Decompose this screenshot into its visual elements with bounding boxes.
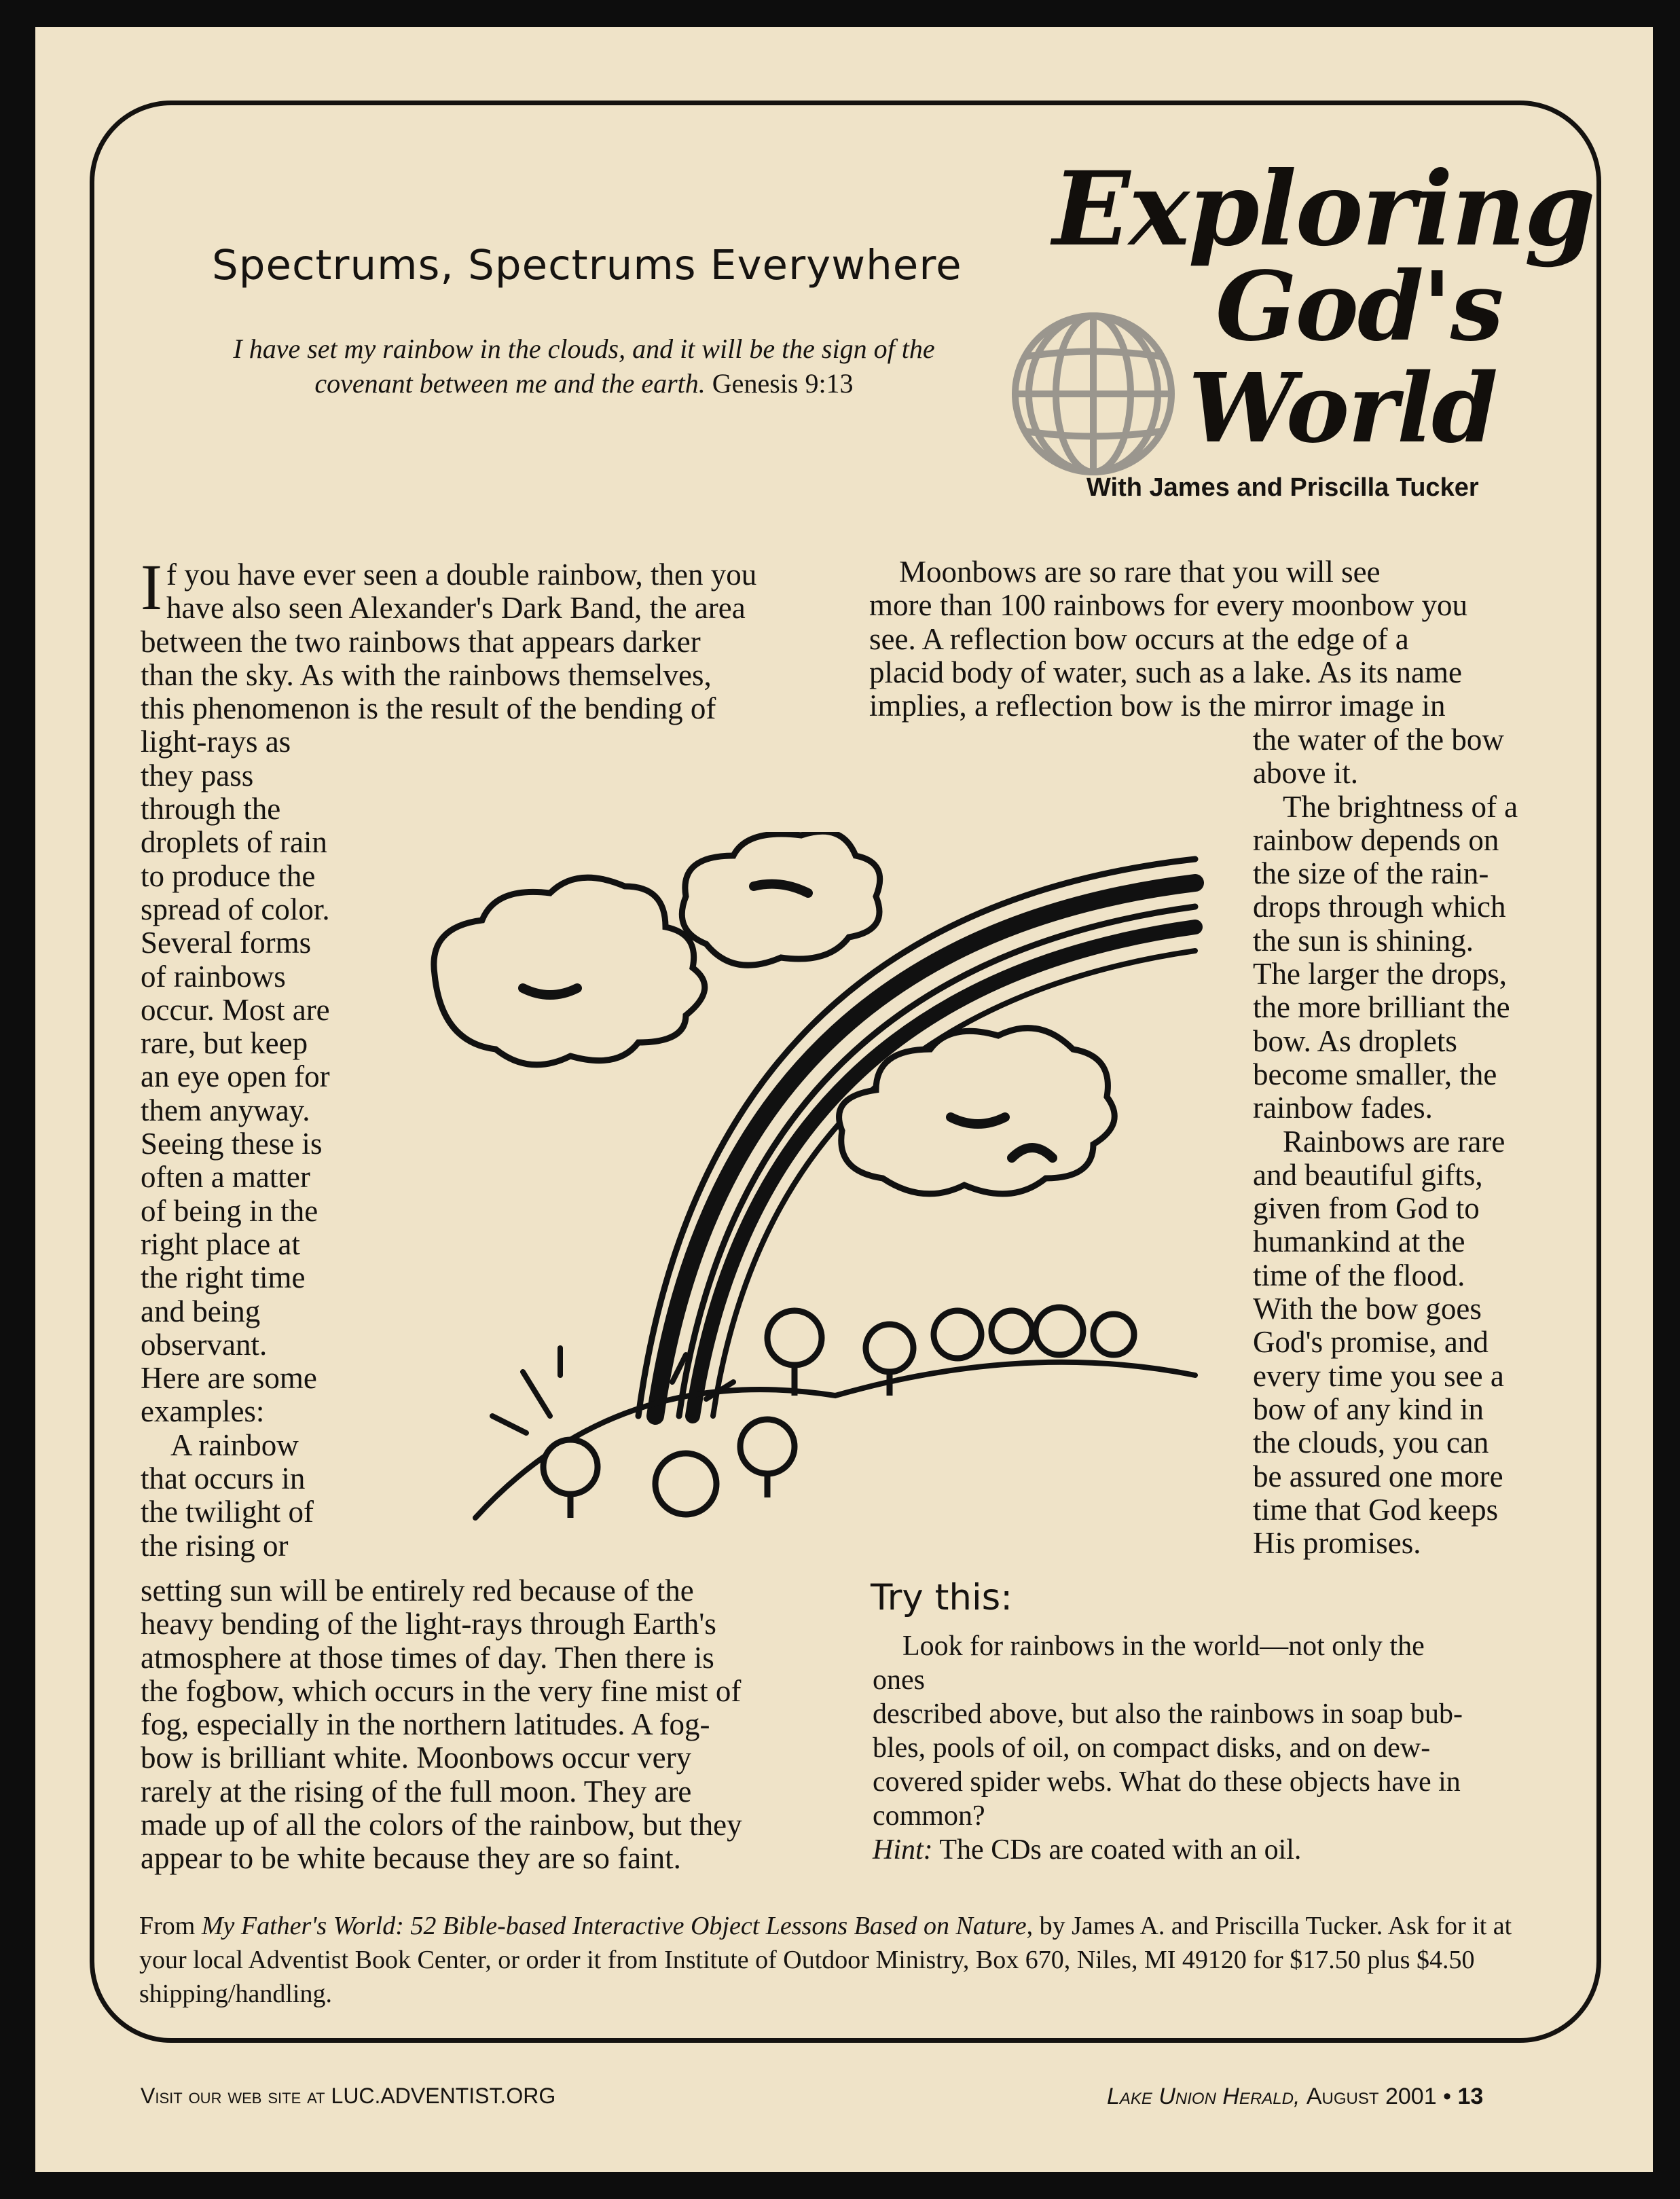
drop-cap: I (141, 551, 162, 623)
text-line: The larger the drops, (1253, 957, 1508, 992)
footer-publication: Lake Union Herald, (1107, 2084, 1300, 2109)
text-line: right place at (141, 1226, 300, 1261)
text-line: bow is brilliant white. Moonbows occur very (141, 1741, 692, 1775)
text-line: become smaller, the (1253, 1057, 1497, 1091)
text-line: atmosphere at those times of day. Then there is (141, 1640, 714, 1675)
text-line: implies, a reflection bow is the mirror image in (869, 689, 1446, 723)
verse-text: I have set my rainbow in the clouds, and it will be the sign of the covenant between me and the earth. (233, 333, 935, 399)
text-line: bles, pools of oil, on compact disks, and on dew- (873, 1732, 1431, 1764)
text-line: f you have ever seen a double rainbow, then you (166, 558, 757, 592)
hint-text: The CDs are coated with an oil. (939, 1834, 1302, 1866)
text-line: of rainbows (141, 959, 286, 994)
text-line: they pass (141, 758, 254, 793)
text-line: the water of the bow (1253, 723, 1504, 757)
globe-icon (1005, 306, 1182, 482)
article-right-column (869, 556, 1541, 723)
text-line: above it. (1253, 756, 1358, 790)
text-line: described above, but also the rainbows in soap bub- (873, 1698, 1463, 1730)
text-line: placid body of water, such as a lake. As its name (869, 655, 1462, 689)
footer-website-label: Visit our web site at (141, 2084, 331, 2108)
text-line: more than 100 rainbows for every moonbow you (869, 588, 1468, 623)
text-line: Several forms (141, 926, 312, 960)
text-line: this phenomenon is the result of the bending of (141, 691, 716, 726)
text-line: appear to be white because they are so faint. (141, 1841, 681, 1876)
text-line: the clouds, you can (1253, 1425, 1489, 1460)
text-line: of being in the (141, 1193, 318, 1228)
byline: With James and Priscilla Tucker (1086, 473, 1479, 502)
verse-reference: Genesis 9:13 (712, 368, 854, 399)
text-line: examples: (141, 1394, 265, 1429)
footer-website-url[interactable]: LUC.ADVENTIST.ORG (331, 2084, 556, 2108)
text-line: common? (873, 1800, 985, 1832)
text-line: rare, but keep (141, 1026, 308, 1061)
text-line: the sun is shining. (1253, 923, 1474, 958)
footer-bullet: • (1443, 2084, 1451, 2109)
text-line: the more brilliant the (1253, 990, 1510, 1025)
text-line: and beautiful gifts, (1253, 1157, 1483, 1192)
text-line: to produce the (141, 858, 316, 893)
text-line: have also seen Alexander's Dark Band, the area (166, 591, 746, 625)
text-line: time of the flood. (1253, 1258, 1465, 1292)
text-line: the size of the rain- (1253, 856, 1489, 891)
hint-label: Hint: (873, 1834, 933, 1866)
text-line: Moonbows are so rare that you will see (899, 555, 1381, 589)
text-line: His promises. (1253, 1526, 1421, 1561)
text-line: light-rays as (141, 725, 291, 759)
text-line: rainbow fades. (1253, 1091, 1433, 1125)
text-line: made up of all the colors of the rainbow, but they (141, 1808, 742, 1842)
text-line: observant. (141, 1327, 268, 1362)
text-line: With the bow goes (1253, 1292, 1482, 1326)
text-line: The brightness of a (1283, 789, 1518, 824)
footer-left (141, 2084, 555, 2109)
source-note (139, 1909, 1552, 2011)
text-line: rarely at the rising of the full moon. They are (141, 1774, 692, 1809)
page-number: 13 (1457, 2084, 1484, 2109)
try-this-body (873, 1629, 1470, 1867)
text-line: the rising or (141, 1528, 289, 1563)
text-line: the fogbow, which occurs in the very fine mist of (141, 1673, 742, 1708)
text-line: spread of color. (141, 892, 330, 926)
try-this-heading: Try this: (871, 1577, 1013, 1618)
rainbow-clouds-illustration (414, 832, 1212, 1535)
source-book-title: My Father's World: 52 Bible-based Interactive Object Lessons Based on Nature (201, 1912, 1027, 1940)
article-left-bottom (141, 1574, 820, 1876)
text-line: given from God to (1253, 1191, 1480, 1226)
text-line: setting sun will be entirely red because of the (141, 1574, 694, 1607)
text-line: humankind at the (1253, 1224, 1465, 1259)
text-line: them anyway. (141, 1093, 310, 1127)
text-line: Look for rainbows in the world—not only the ones (873, 1631, 1425, 1696)
text-line: every time you see a (1253, 1358, 1504, 1393)
text-line: Seeing these is (141, 1127, 323, 1161)
text-line: A rainbow (170, 1428, 299, 1462)
source-details: , by James A. and Priscilla Tucker. Ask for it at your local Adventist Book Center, or order it from Institute of Outdoor Ministry, Box 670, Niles, MI 49120 for $17.50 plus $4.50 shipping/handling. (139, 1912, 1512, 2008)
text-line: often a matter (141, 1160, 310, 1195)
text-line: covered spider webs. What do these objects have in (873, 1766, 1461, 1798)
footer-date: August 2001 (1306, 2084, 1437, 2109)
footer-right (1107, 2084, 1483, 2110)
text-line: be assured one more (1253, 1459, 1503, 1493)
source-prefix: From (139, 1912, 202, 1940)
text-line: and being (141, 1294, 261, 1328)
column-masthead (1005, 136, 1594, 516)
text-line: God's promise, and (1253, 1325, 1489, 1360)
masthead-line-1: Exploring (1053, 149, 1594, 269)
masthead-line-3: World (1188, 353, 1497, 465)
text-line: the right time (141, 1260, 306, 1295)
text-line: bow. As droplets (1253, 1023, 1457, 1058)
text-line: through the (141, 792, 281, 826)
text-line: Rainbows are rare (1283, 1124, 1505, 1159)
feature-title: Spectrums, Spectrums Everywhere (212, 241, 962, 289)
text-line: heavy bending of the light-rays through Earth's (141, 1607, 716, 1641)
text-line: bow of any kind in (1253, 1392, 1484, 1426)
text-line: see. A reflection bow occurs at the edge of a (869, 621, 1409, 656)
text-line: that occurs in (141, 1461, 306, 1496)
text-line: Here are some (141, 1361, 317, 1396)
text-line: time that God keeps (1253, 1492, 1499, 1527)
text-line: rainbow depends on (1253, 822, 1499, 857)
text-line: than the sky. As with the rainbows themselves, (141, 657, 712, 692)
text-line: fog, especially in the northern latitudes. A fog- (141, 1707, 710, 1742)
text-line: occur. Most are (141, 992, 330, 1027)
text-line: droplets of rain (141, 825, 327, 860)
masthead-line-2: God's (1216, 251, 1503, 363)
scripture-verse (183, 331, 985, 401)
text-line: the twilight of (141, 1495, 314, 1529)
article-right-narrow-column (1253, 723, 1552, 1560)
text-line: an eye open for (141, 1059, 330, 1094)
text-line: drops through which (1253, 890, 1506, 924)
text-line: between the two rainbows that appears darker (141, 624, 701, 659)
